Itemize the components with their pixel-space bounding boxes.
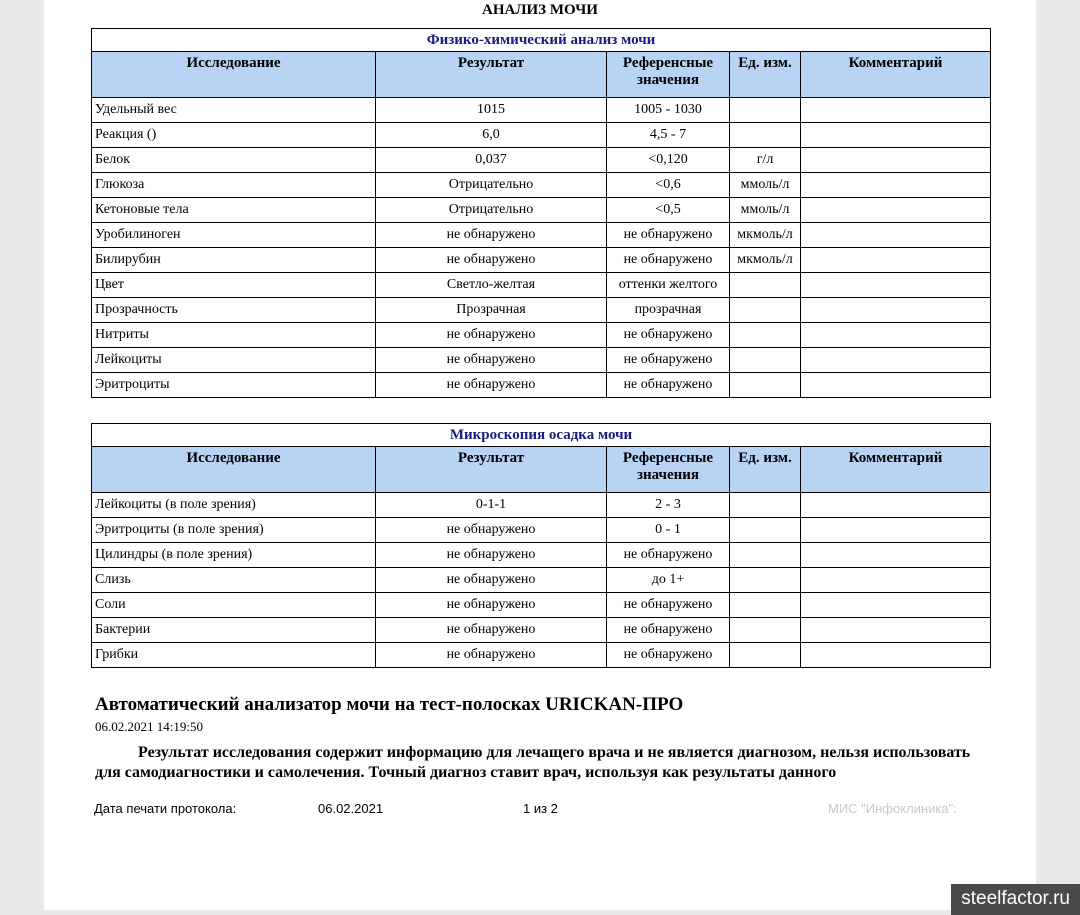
study-cell: Билирубин [92,248,376,273]
reference-cell: не обнаружено [607,543,730,568]
reference-cell: <0,120 [607,148,730,173]
table-row [92,223,991,248]
reference-cell: <0,6 [607,173,730,198]
comment-cell [801,568,991,593]
unit-cell: ммоль/л [730,173,801,198]
unit-cell [730,373,801,398]
reference-cell: не обнаружено [607,348,730,373]
reference-cell: не обнаружено [607,223,730,248]
result-cell: не обнаружено [376,518,607,543]
unit-cell [730,98,801,123]
unit-cell: ммоль/л [730,198,801,223]
result-cell: не обнаружено [376,568,607,593]
result-cell: Отрицательно [376,198,607,223]
table-row [92,323,991,348]
reference-cell: не обнаружено [607,643,730,668]
physchem-header-row [92,52,991,98]
reference-cell: не обнаружено [607,248,730,273]
disclaimer-note: Результат исследования содержит информацию для лечащего врача и не является диагнозом, нельзя использовать для самодиагностики и самолечения. Точный диагноз ставит врач, используя как результаты данного [95,744,971,781]
comment-cell [801,323,991,348]
result-cell: не обнаружено [376,348,607,373]
result-cell: не обнаружено [376,248,607,273]
result-cell: 1015 [376,98,607,123]
comment-cell [801,223,991,248]
table-row [92,493,991,518]
result-cell: Отрицательно [376,173,607,198]
comment-cell [801,123,991,148]
col-result: Результат [376,52,607,98]
comment-cell [801,348,991,373]
result-cell: 6,0 [376,123,607,148]
table-row [92,543,991,568]
comment-cell [801,543,991,568]
reference-cell: 1005 - 1030 [607,98,730,123]
comment-cell [801,248,991,273]
study-cell: Эритроциты [92,373,376,398]
study-cell: Лейкоциты (в поле зрения) [92,493,376,518]
comment-cell [801,518,991,543]
unit-cell [730,543,801,568]
result-cell: Светло-желтая [376,273,607,298]
comment-cell [801,373,991,398]
study-cell: Цилиндры (в поле зрения) [92,543,376,568]
col-reference: Референсные значения [607,447,730,493]
unit-cell [730,493,801,518]
print-date-label: Дата печати протокола: [94,801,237,816]
document-title: АНАЛИЗ МОЧИ [482,2,598,18]
table-row [92,618,991,643]
table-row [92,373,991,398]
table-row [92,173,991,198]
comment-cell [801,273,991,298]
microscopy-header-row [92,447,991,493]
table-row [92,593,991,618]
result-cell: не обнаружено [376,618,607,643]
reference-cell: прозрачная [607,298,730,323]
unit-cell: мкмоль/л [730,223,801,248]
microscopy-heading: Микроскопия осадка мочи [92,424,991,447]
unit-cell [730,593,801,618]
comment-cell [801,493,991,518]
unit-cell: г/л [730,148,801,173]
study-cell: Соли [92,593,376,618]
study-cell: Эритроциты (в поле зрения) [92,518,376,543]
col-study: Исследование [92,447,376,493]
result-cell: не обнаружено [376,543,607,568]
unit-cell [730,348,801,373]
study-cell: Грибки [92,643,376,668]
reference-cell: не обнаружено [607,618,730,643]
reference-cell: <0,5 [607,198,730,223]
reference-cell: не обнаружено [607,323,730,348]
analyzer-title: Автоматический анализатор мочи на тест-полосках URICKAN-ПРО [95,694,684,715]
comment-cell [801,593,991,618]
col-comment: Комментарий [801,52,991,98]
physchem-heading: Физико-химический анализ мочи [92,29,991,52]
study-cell: Удельный вес [92,98,376,123]
reference-cell: оттенки желтого [607,273,730,298]
table-row [92,348,991,373]
comment-cell [801,173,991,198]
result-cell: 0-1-1 [376,493,607,518]
table-row [92,123,991,148]
unit-cell [730,298,801,323]
table-row [92,148,991,173]
table-row [92,518,991,543]
reference-cell: 4,5 - 7 [607,123,730,148]
unit-cell [730,323,801,348]
study-cell: Лейкоциты [92,348,376,373]
reference-cell: 2 - 3 [607,493,730,518]
unit-cell [730,273,801,298]
comment-cell [801,198,991,223]
col-study: Исследование [92,52,376,98]
result-cell: не обнаружено [376,223,607,248]
col-unit: Ед. изм. [730,447,801,493]
page-counter: 1 из 2 [523,801,558,816]
analysis-datetime: 06.02.2021 14:19:50 [95,719,203,734]
study-cell: Реакция () [92,123,376,148]
comment-cell [801,98,991,123]
table-row [92,643,991,668]
print-date: 06.02.2021 [318,801,384,816]
study-cell: Слизь [92,568,376,593]
table-row [92,298,991,323]
unit-cell [730,568,801,593]
study-cell: Прозрачность [92,298,376,323]
watermark: steelfactor.ru [951,884,1080,915]
study-cell: Цвет [92,273,376,298]
study-cell: Бактерии [92,618,376,643]
table-row [92,273,991,298]
result-cell: не обнаружено [376,323,607,348]
physchem-table [91,28,991,398]
result-cell: 0,037 [376,148,607,173]
col-comment: Комментарий [801,447,991,493]
unit-cell [730,123,801,148]
comment-cell [801,298,991,323]
study-cell: Белок [92,148,376,173]
comment-cell [801,618,991,643]
system-name: МИС "Инфоклиника": [828,801,957,816]
reference-cell: 0 - 1 [607,518,730,543]
col-unit: Ед. изм. [730,52,801,98]
table-row [92,568,991,593]
unit-cell [730,618,801,643]
study-cell: Уробилиноген [92,223,376,248]
unit-cell [730,643,801,668]
result-cell: не обнаружено [376,373,607,398]
table-row [92,248,991,273]
comment-cell [801,148,991,173]
result-cell: Прозрачная [376,298,607,323]
reference-cell: не обнаружено [607,593,730,618]
study-cell: Глюкоза [92,173,376,198]
reference-cell: не обнаружено [607,373,730,398]
microscopy-table [91,423,991,668]
result-cell: не обнаружено [376,593,607,618]
comment-cell [801,643,991,668]
reference-cell: до 1+ [607,568,730,593]
study-cell: Нитриты [92,323,376,348]
result-cell: не обнаружено [376,643,607,668]
col-reference: Референсные значения [607,52,730,98]
table-row [92,98,991,123]
unit-cell [730,518,801,543]
table-row [92,198,991,223]
study-cell: Кетоновые тела [92,198,376,223]
col-result: Результат [376,447,607,493]
unit-cell: мкмоль/л [730,248,801,273]
